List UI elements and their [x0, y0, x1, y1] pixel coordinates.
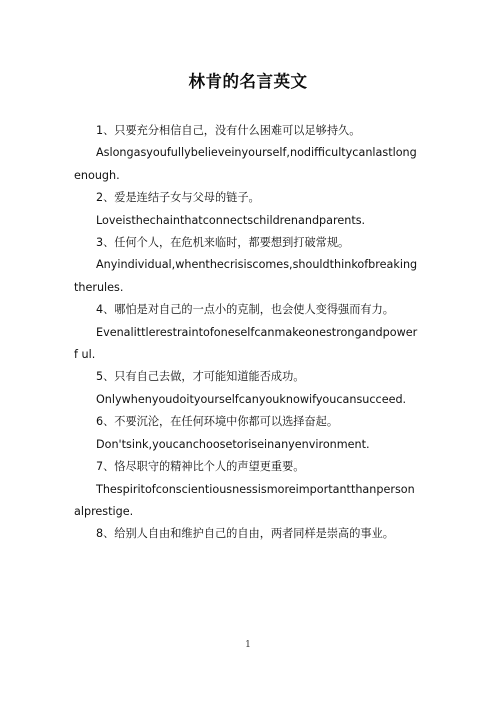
page-title: 林肯的名言英文 [188, 72, 308, 91]
paragraph-2-cn: 2、爱是连结子女与父母的链子。 [96, 191, 260, 205]
document-body [74, 120, 420, 546]
page-number: 1 [245, 640, 251, 650]
paragraph-6-cn: 6、不要沉沦，在任何环境中你都可以选择奋起。 [96, 415, 339, 429]
paragraph-4-cn: 4、哪怕是对自己的一点小的克制，也会使人变得强而有力。 [96, 303, 394, 317]
paragraph-4-en: Evenalittlerestraintofoneselfcanmakeonestrongandpowerf ul. [74, 325, 418, 362]
paragraph-1-cn: 1、只要充分相信自己，没有什么困难可以足够持久。 [96, 124, 361, 137]
paragraph-3-en: Anyindividual,whenthecrisiscomes,shouldthinkofbreaking therules. [74, 258, 418, 294]
paragraph-8-cn: 8、给别人自由和维护自己的自由，两者同样是崇高的事业。 [96, 527, 394, 541]
paragraph-2-en: Loveisthechainthatconnectschildrenandparents. [96, 213, 366, 227]
paragraph-7-en: Thespiritofconscientiousnessismoreimportantthanperson alprestige. [74, 482, 415, 518]
paragraph-1-en: Aslongasyoufullybelieveinyourself,nodifficultycanlastlong enough. [74, 146, 417, 182]
paragraph-5-en: Onlywhenyoudoityourselfcanyouknowifyoucansucceed. [96, 392, 407, 406]
paragraph-6-en: Don'tsink,youcanchoosetoriseinanyenvironment. [96, 437, 370, 451]
paragraph-7-cn: 7、恪尽职守的精神比个人的声望更重要。 [96, 460, 305, 474]
paragraph-3-cn: 3、任何个人，在危机来临时，都要想到打破常规。 [96, 236, 350, 250]
paragraph-5-cn: 5、只有自己去做，才可能知道能否成功。 [96, 370, 305, 384]
